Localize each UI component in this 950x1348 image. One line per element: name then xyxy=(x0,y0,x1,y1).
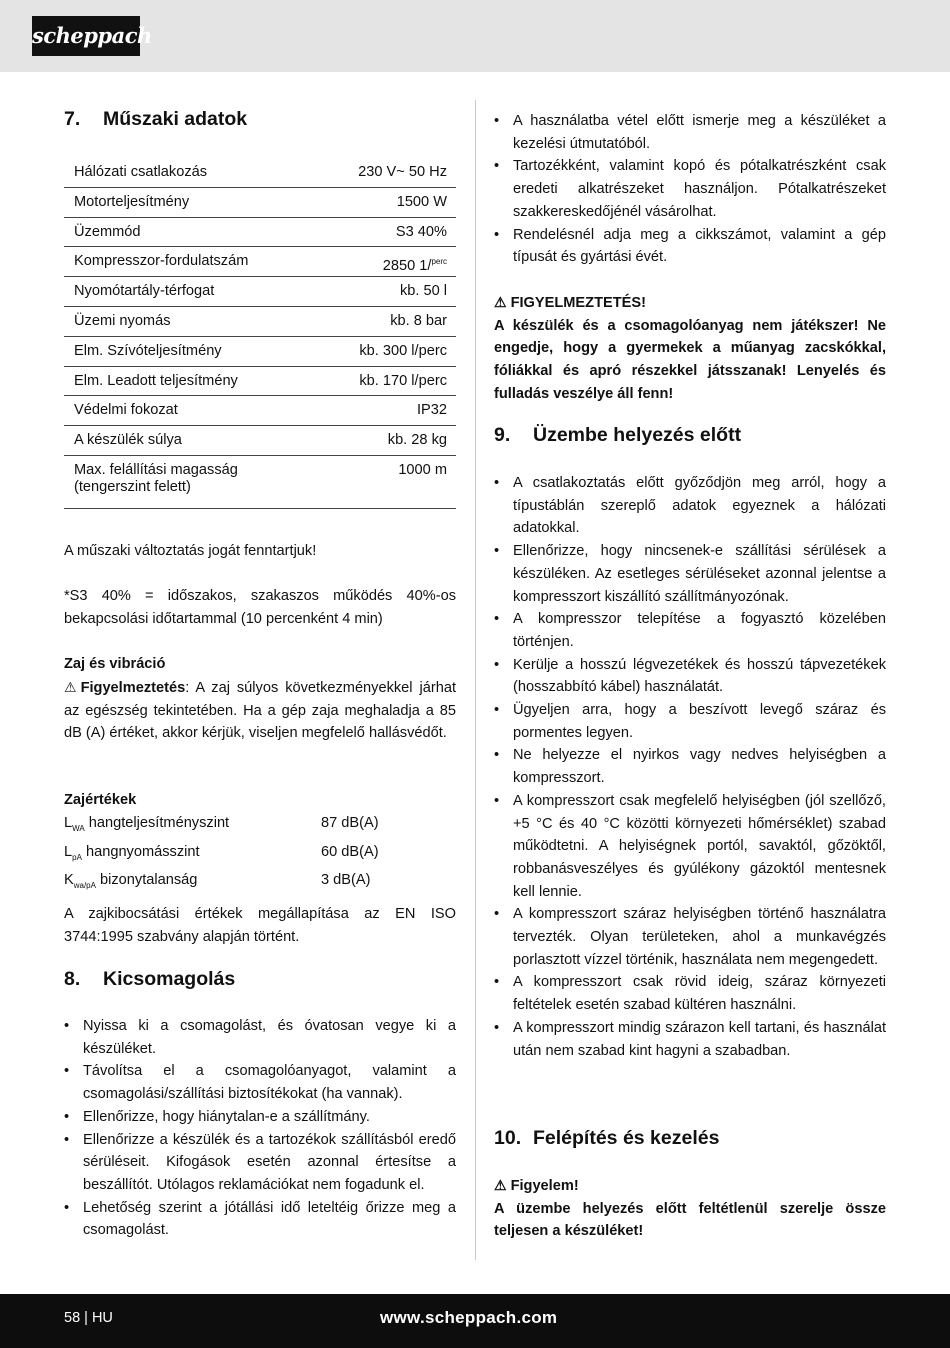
spec-label: Védelmi fokozat xyxy=(74,402,178,419)
noise-value-row xyxy=(64,812,456,841)
list-item: • Ellenőrizze a készülék és a tartozékok szállításból eredő sérüléseit. Kifogások esetén azonnal értesítse a beszállítót. Utólagos reklamációkat nem fogadunk el. xyxy=(64,1129,456,1197)
spec-value xyxy=(388,432,447,449)
spec-row xyxy=(64,367,456,397)
list-item: • Rendelésnél adja meg a cikkszámot, valamint a gép típusát és gyártási évét. xyxy=(494,224,886,269)
spec-value xyxy=(400,283,447,300)
unpacking-list xyxy=(64,1015,456,1242)
spec-label: Max. felállítási magasság xyxy=(74,461,238,478)
spec-value xyxy=(359,343,447,360)
spec-value-text: 1500 W xyxy=(396,193,447,210)
section-9-heading: 9. Üzembe helyezés előtt xyxy=(494,424,742,446)
warning-triangle-icon: ⚠ xyxy=(64,679,77,695)
spec-value-text: kb. 170 l/perc xyxy=(359,372,447,389)
list-item: • A kompresszort csak rövid ideig, száraz környezeti feltételek esetén szabad kültéren használni. xyxy=(494,971,886,1016)
page-number: 58 | HU xyxy=(64,1310,113,1326)
noise-value-label xyxy=(64,869,321,898)
spec-value xyxy=(396,224,447,241)
scheppach-logo: scheppach xyxy=(32,16,140,56)
section-7-heading: 7. Műszaki adatok xyxy=(64,108,248,130)
noise-value: 60 dB(A) xyxy=(321,843,379,860)
spec-value-text: kb. 300 l/perc xyxy=(359,342,447,359)
spec-label: Elm. Leadott teljesítmény xyxy=(74,372,238,389)
list-item: • Ellenőrizze, hogy hiánytalan-e a szállítmány. xyxy=(64,1106,456,1129)
spec-label: Motorteljesítmény xyxy=(74,193,190,210)
spec-value-text: kb. 8 bar xyxy=(390,312,447,329)
noise-values-heading: Zajértékek xyxy=(64,792,137,808)
spec-label: Nyomótartály-térfogat xyxy=(74,283,215,300)
noise-label-text: bizonytalanság xyxy=(95,872,198,889)
spec-value-text: kb. 28 kg xyxy=(387,432,447,449)
spec-row xyxy=(64,188,456,218)
section-10-heading: 10. Felépítés és kezelés xyxy=(494,1127,720,1149)
spec-value-text: IP32 xyxy=(416,402,447,419)
list-item: • A kompresszor telepítése a fogyasztó közelében történjen. xyxy=(494,608,886,653)
noise-values xyxy=(64,812,456,898)
noise-value-row xyxy=(64,869,456,898)
list-item: • Lehetőség szerint a jótállási idő leteltéig őrizze meg a csomagolást. xyxy=(64,1197,456,1242)
noise-symbol-sub: pA xyxy=(72,852,82,862)
spec-label-block xyxy=(74,462,238,496)
spec-row xyxy=(64,396,456,426)
spec-value-text: 230 V~ 50 Hz xyxy=(358,164,447,180)
spec-label: A készülék súlya xyxy=(74,432,182,449)
warning-block: ⚠ FIGYELMEZTETÉS! A készülék és a csomagolóanyag nem játékszer! Ne engedje, hogy a gyermekek a műanyag zacskókkal, fóliákkal és apró részekkel játsszanak! Lenyelés és fulladás veszélye áll fenn! xyxy=(494,291,886,406)
reserve-note: A műszaki változtatás jogát fenntartjuk! xyxy=(64,543,317,559)
spec-value-text: 1000 m xyxy=(398,461,447,478)
spec-value xyxy=(358,164,447,181)
noise-symbol: L xyxy=(64,815,73,831)
attention-block: ⚠ Figyelem! A üzembe helyezés előtt feltétlenül szerelje össze teljesen a készüléket! xyxy=(494,1174,886,1243)
noise-symbol-sub: WA xyxy=(72,823,85,833)
spec-value xyxy=(397,194,447,211)
iso-note: A zajkibocsátási értékek megállapítása az EN ISO 3744:1995 szabvány alapján történt. xyxy=(64,906,456,945)
spec-row xyxy=(64,158,456,188)
noise-label-text: hangnyomásszint xyxy=(81,843,200,860)
spec-row xyxy=(64,337,456,367)
list-item: • A kompresszort csak megfelelő helyiségben (jól szellőző, +5 °C és 40 °C közötti környezeti hőmérséklet) szabad működtetni. A helyiségnek portól, savaktól, gőzöktől, robbanásveszélyes és gyúlékony gázoktól mentesnek kell lennie. xyxy=(494,790,886,904)
spec-value xyxy=(382,253,447,275)
warning-triangle-icon: ⚠ xyxy=(494,1177,507,1193)
noise-symbol: K xyxy=(64,872,74,889)
list-item: • A csatlakoztatás előtt győződjön meg arról, hogy a típustáblán szereplő adatok egyeznek a hálózati adatokkal. xyxy=(494,472,886,540)
list-item: • A kompresszort száraz helyiségben történő használatra tervezték. Olyan területeken, ahol a munkavégzés porlasztott vízzel történik, használata nem megengedett. xyxy=(494,903,886,971)
list-item: • Ellenőrizze, hogy nincsenek-e szállítási sérülések a készüléken. Az esetleges sérüléseket azonnal jelentse a kompresszort kiszállító szállítmányozónak. xyxy=(494,540,886,608)
warning-triangle-icon: ⚠ xyxy=(494,294,507,310)
spec-row xyxy=(64,426,456,456)
page-footer xyxy=(0,1294,950,1348)
intro-list xyxy=(494,110,886,269)
noise-warning: ⚠ Figyelmeztetés: A zaj súlyos következményekkel járhat az egészség tekintetében. Ha a gép zaja meghaladja a 85 dB (A) értéket, akkor kérjük, viseljen megfelelő hallásvédőt. xyxy=(64,676,456,745)
spec-label: Üzemi nyomás xyxy=(74,312,171,329)
spec-row xyxy=(64,247,456,277)
section-8-heading: 8. Kicsomagolás xyxy=(64,968,236,990)
noise-value-label xyxy=(64,841,321,870)
list-item: • Ne helyezze el nyirkos vagy nedves helyiségben a kompresszort. xyxy=(494,744,886,789)
spec-value-unit: perc xyxy=(431,257,447,267)
column-divider xyxy=(475,100,476,1260)
noise-heading: Zaj és vibráció xyxy=(64,656,166,672)
spec-table xyxy=(64,158,456,509)
spec-row xyxy=(64,218,456,248)
noise-symbol: L xyxy=(64,843,73,860)
spec-value xyxy=(398,462,447,479)
spec-value xyxy=(359,373,447,390)
spec-value-text: S3 40% xyxy=(395,223,447,240)
noise-value: 87 dB(A) xyxy=(321,815,379,831)
spec-label: Elm. Szívóteljesítmény xyxy=(74,342,222,359)
list-item: • Kerülje a hosszú légvezetékek és hosszú tápvezetékek (hosszabbító kábel) használatát. xyxy=(494,654,886,699)
noise-symbol-sub: wa/pA xyxy=(73,881,96,891)
list-item: • Ügyeljen arra, hogy a beszívott levegő száraz és pormentes legyen. xyxy=(494,699,886,744)
website-link[interactable]: www.scheppach.com xyxy=(380,1308,558,1327)
spec-label: Üzemmód xyxy=(74,223,141,240)
spec-value xyxy=(390,313,447,330)
before-startup-list xyxy=(494,472,886,1062)
list-item: • A kompresszort mindig szárazon kell tartani, és használat után nem szabad kint hagyni a szabadban. xyxy=(494,1017,886,1062)
noise-value-row xyxy=(64,841,456,870)
s3-note: *S3 40% = időszakos, szakaszos működés 40%-os bekapcsolási időtartammal (10 percenként 4 min) xyxy=(64,588,456,627)
spec-value xyxy=(417,402,447,419)
spec-value-text: kb. 50 l xyxy=(399,283,447,300)
noise-value: 3 dB(A) xyxy=(321,872,371,889)
page-header xyxy=(0,0,950,72)
spec-label: Kompresszor-fordulatszám xyxy=(74,253,249,270)
spec-row xyxy=(64,456,456,509)
list-item: • Nyissa ki a csomagolást, és óvatosan vegye ki a készüléket. xyxy=(64,1015,456,1060)
noise-label-text: hangteljesítményszint xyxy=(84,815,230,831)
spec-label: Hálózati csatlakozás xyxy=(74,164,208,180)
spec-value-text: 2850 1/ xyxy=(382,258,432,275)
spec-row xyxy=(64,277,456,307)
spec-label-line2: (tengerszint felett) xyxy=(74,478,191,495)
spec-row xyxy=(64,307,456,337)
list-item: • Tartozékként, valamint kopó és pótalkatrészként csak eredeti alkatrészeket használjon. Pótalkatrészeket szakkereskedőjénél vásárolhat. xyxy=(494,155,886,223)
noise-value-label xyxy=(64,812,321,841)
list-item: • Távolítsa el a csomagolóanyagot, valamint a csomagolási/szállítási biztosítékokat (ha vannak). xyxy=(64,1060,456,1105)
list-item: • A használatba vétel előtt ismerje meg a készüléket a kezelési útmutatóból. xyxy=(494,110,886,155)
